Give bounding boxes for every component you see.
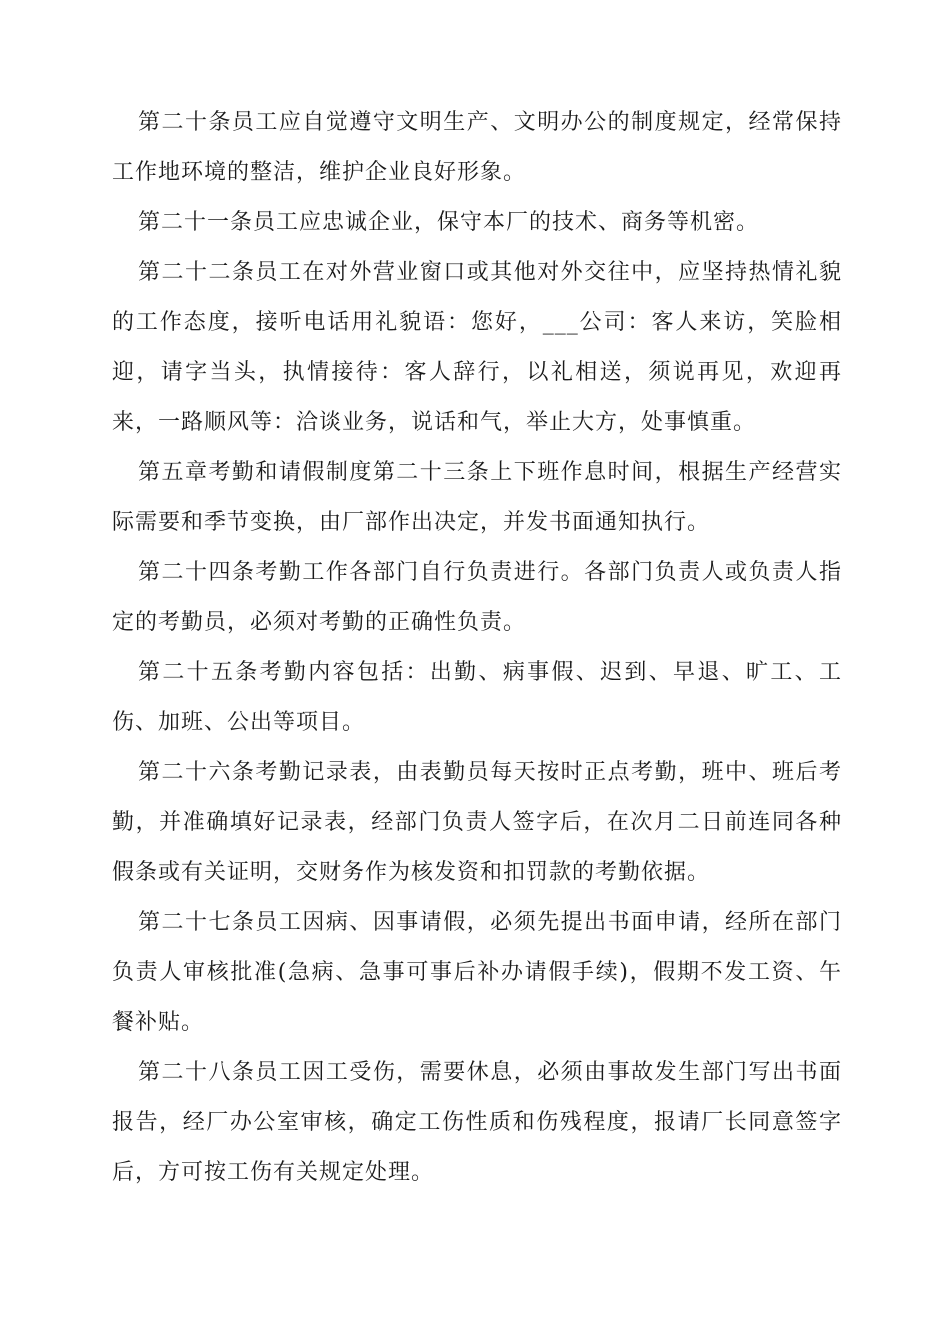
chapter-5-article-23-paragraph: 第五章考勤和请假制度第二十三条上下班作息时间，根据生产经营实际需要和季节变换，由厂部作出决定，并发书面通知执行。 <box>112 460 842 535</box>
article-28-paragraph: 第二十八条员工因工受伤，需要休息，必须由事故发生部门写出书面报告，经厂办公室审核，确定工伤性质和伤残程度，报请厂长同意签字后，方可按工伤有关规定处理。 <box>112 1060 842 1185</box>
article-21-paragraph: 第二十一条员工应忠诚企业，保守本厂的技术、商务等机密。 <box>138 210 760 235</box>
document-body <box>112 98 842 1198</box>
article-27-paragraph: 第二十七条员工因病、因事请假，必须先提出书面申请，经所在部门负责人审核批准(急病、急事可事后补办请假手续)，假期不发工资、午餐补贴。 <box>112 910 842 1035</box>
article-25-paragraph: 第二十五条考勤内容包括：出勤、病事假、迟到、早退、旷工、工伤、加班、公出等项目。 <box>112 660 842 735</box>
article-22-paragraph: 第二十二条员工在对外营业窗口或其他对外交往中，应坚持热情礼貌的工作态度，接听电话用礼貌语：您好，___公司：客人来访，笑脸相迎，请字当头，执情接待：客人辞行，以礼相送，须说再见，欢迎再来，一路顺风等：洽谈业务，说话和气，举止大方，处事慎重。 <box>112 260 842 435</box>
article-24-paragraph: 第二十四条考勤工作各部门自行负责进行。各部门负责人或负责人指定的考勤员，必须对考勤的正确性负责。 <box>112 560 842 635</box>
article-20-paragraph: 第二十条员工应自觉遵守文明生产、文明办公的制度规定，经常保持工作地环境的整洁，维护企业良好形象。 <box>112 110 842 185</box>
article-26-paragraph: 第二十六条考勤记录表，由表勤员每天按时正点考勤，班中、班后考勤，并准确填好记录表，经部门负责人签字后，在次月二日前连同各种假条或有关证明，交财务作为核发资和扣罚款的考勤依据。 <box>112 760 842 885</box>
